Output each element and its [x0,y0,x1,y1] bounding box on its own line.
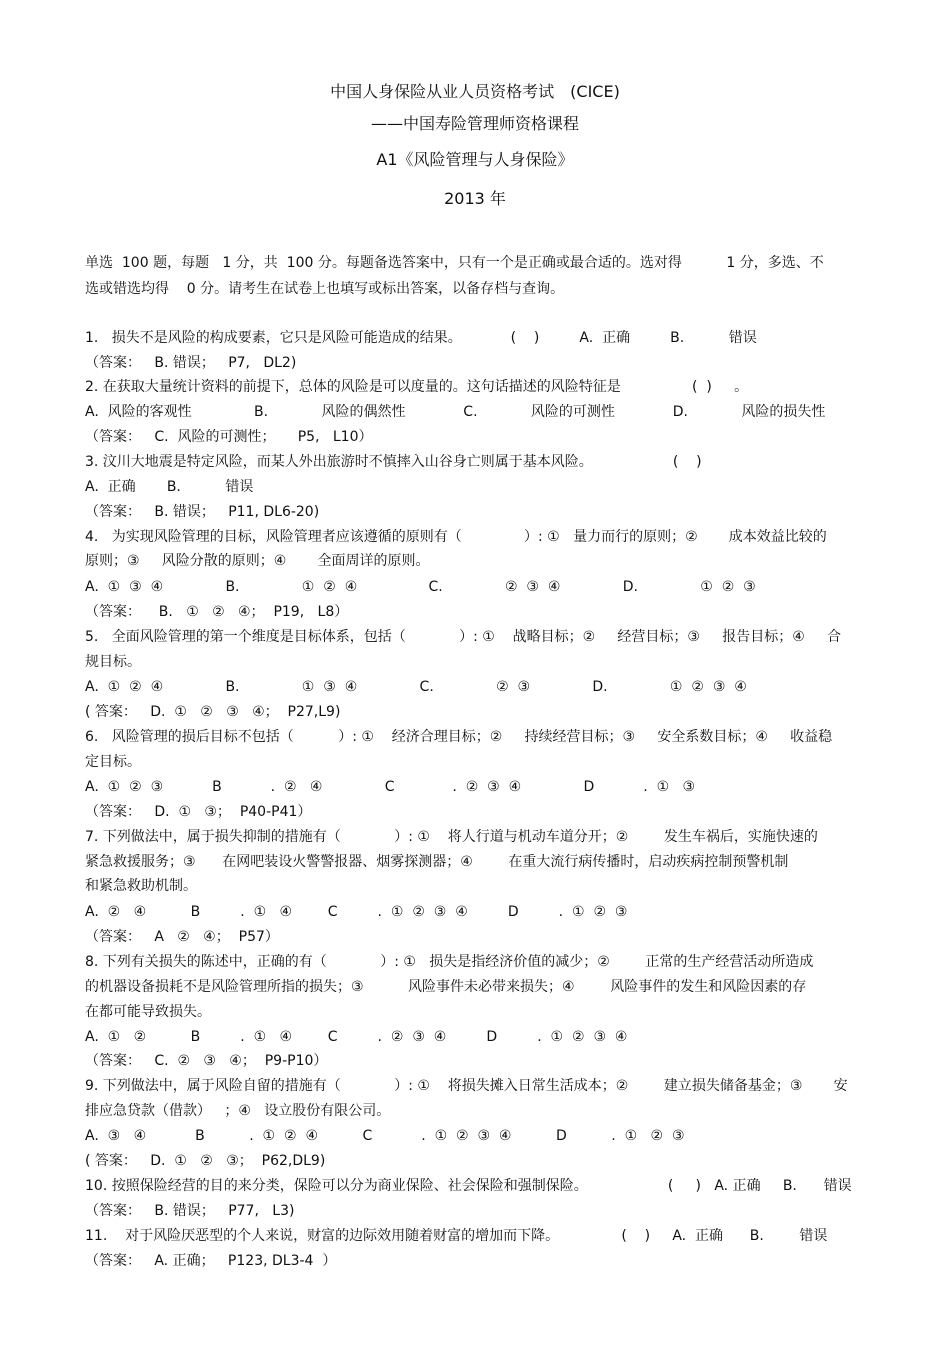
question-line: 定目标。 [85,754,141,770]
answer-line: （答案： B. 错误； P7, DL2) [85,355,297,371]
subject-title: A1《风险管理与人身保险》 [376,150,574,169]
options-line: A. ② ④ B . ① ④ C . ① ② ③ ④ D . ① ② ③ [85,904,628,920]
question-line: 5. 全面风险管理的第一个维度是目标体系，包括（ ）: ① 战略目标；② 经营目标；③ 报告目标；④ 合 [85,629,842,645]
question-line: 规目标。 [85,654,141,670]
answer-line: （答案： A ② ④； P57） [85,929,279,945]
question-line: 8. 下列有关损失的陈述中，正确的有（ ）: ① 损失是指经济价值的减少；② 正常的生产经营活动所造成 [85,954,814,970]
question-line: 11. 对于风险厌恶型的个人来说，财富的边际效用随着财富的增加而下降。 ( ) A. 正确 B. 错误 [85,1228,828,1244]
answer-line: （答案： A. 正确； P123, DL3-4 ） [85,1253,337,1269]
answer-line: ( 答案： D. ① ② ③ ④； P27,L9) [85,704,341,720]
question-line: 3. 汶川大地震是特定风险，而某人外出旅游时不慎摔入山谷身亡则属于基本风险。 ( ) [85,454,702,470]
question-line: 紧急救援服务；③ 在网吧装设火警警报器、烟雾探测器；④ 在重大流行病传播时，启动疾病控制预警机制 [85,854,789,870]
answer-line: （答案： B. 错误； P11, DL6-20) [85,504,320,520]
options-line: A. ① ② ③ B . ② ④ C . ② ③ ④ D . ① ③ [85,779,696,795]
question-line: 的机器设备损耗不是风险管理所指的损失；③ 风险事件未必带来损失；④ 风险事件的发生和风险因素的存 [85,979,807,995]
answer-line: （答案： C. ② ③ ④； P9-P10） [85,1053,328,1069]
options-line: A. ① ② ④ B. ① ③ ④ C. ② ③ D. ① ② ③ ④ [85,679,747,695]
answer-line: （答案： C. 风险的可测性； P5, L10） [85,429,373,445]
question-line: 4. 为实现风险管理的目标，风险管理者应该遵循的原则有（ ）: ① 量力而行的原则；② 成本效益比较的 [85,529,827,545]
question-line: 在都可能导致损失。 [85,1004,211,1020]
options-line: A. 正确 B. 错误 [85,479,254,495]
answer-line: ( 答案： D. ① ② ③； P62,DL9) [85,1153,326,1169]
options-line: A. ③ ④ B . ① ② ④ C . ① ② ③ ④ D . ① ② ③ [85,1128,685,1144]
answer-line: （答案： B. 错误； P77, L3) [85,1203,295,1219]
question-line: 原则；③ 风险分散的原则；④ 全面周详的原则。 [85,553,430,569]
answer-line: （答案： D. ① ③； P40-P41） [85,804,312,820]
options-line: A. ① ③ ④ B. ① ② ④ C. ② ③ ④ D. ① ② ③ [85,579,756,595]
question-line: 6. 风险管理的损后目标不包括（ ）: ① 经济合理目标；② 持续经营目标；③ 安全系数目标；④ 收益稳 [85,729,833,745]
question-line: 7. 下列做法中，属于损失抑制的措施有（ ）: ① 将人行道与机动车道分开；② 发生车祸后，实施快速的 [85,829,818,845]
exam-year: 2013 年 [444,189,506,208]
intro-line: 选或错选均得 0 分。请考生在试卷上也填写或标出答案，以备存档与查询。 [85,281,565,297]
options-line: A. ① ② B . ① ④ C . ② ③ ④ D . ① ② ③ ④ [85,1029,628,1045]
question-line: 和紧急救助机制。 [85,878,197,894]
question-line: 排应急贷款（借款） ；④ 设立股份有限公司。 [85,1103,391,1119]
exam-title: 中国人身保险从业人员资格考试 (CICE) [330,82,620,101]
question-line: 10. 按照保险经营的目的来分类，保险可以分为商业保险、社会保险和强制保险。 ( ) A. 正确 B. 错误 [85,1178,852,1194]
question-line: 9. 下列做法中，属于风险自留的措施有（ ）: ① 将损失摊入日常生活成本；② 建立损失储备基金；③ 安 [85,1078,848,1094]
answer-line: （答案： B. ① ② ④； P19, L8） [85,604,349,620]
intro-line: 单选 100 题，每题 1 分，共 100 分。每题备选答案中，只有一个是正确或最合适的。选对得 1 分，多选、不 [85,255,824,271]
options-line: A. 风险的客观性 B. 风险的偶然性 C. 风险的可测性 D. 风险的损失性 [85,404,826,420]
question-line: 2. 在获取大量统计资料的前提下，总体的风险是可以度量的。这句话描述的风险特征是 ( ) 。 [85,379,749,395]
course-subtitle: ——中国寿险管理师资格课程 [370,114,579,133]
question-line: 1. 损失不是风险的构成要素，它只是风险可能造成的结果。 ( ) A. 正确 B. 错误 [85,330,757,346]
